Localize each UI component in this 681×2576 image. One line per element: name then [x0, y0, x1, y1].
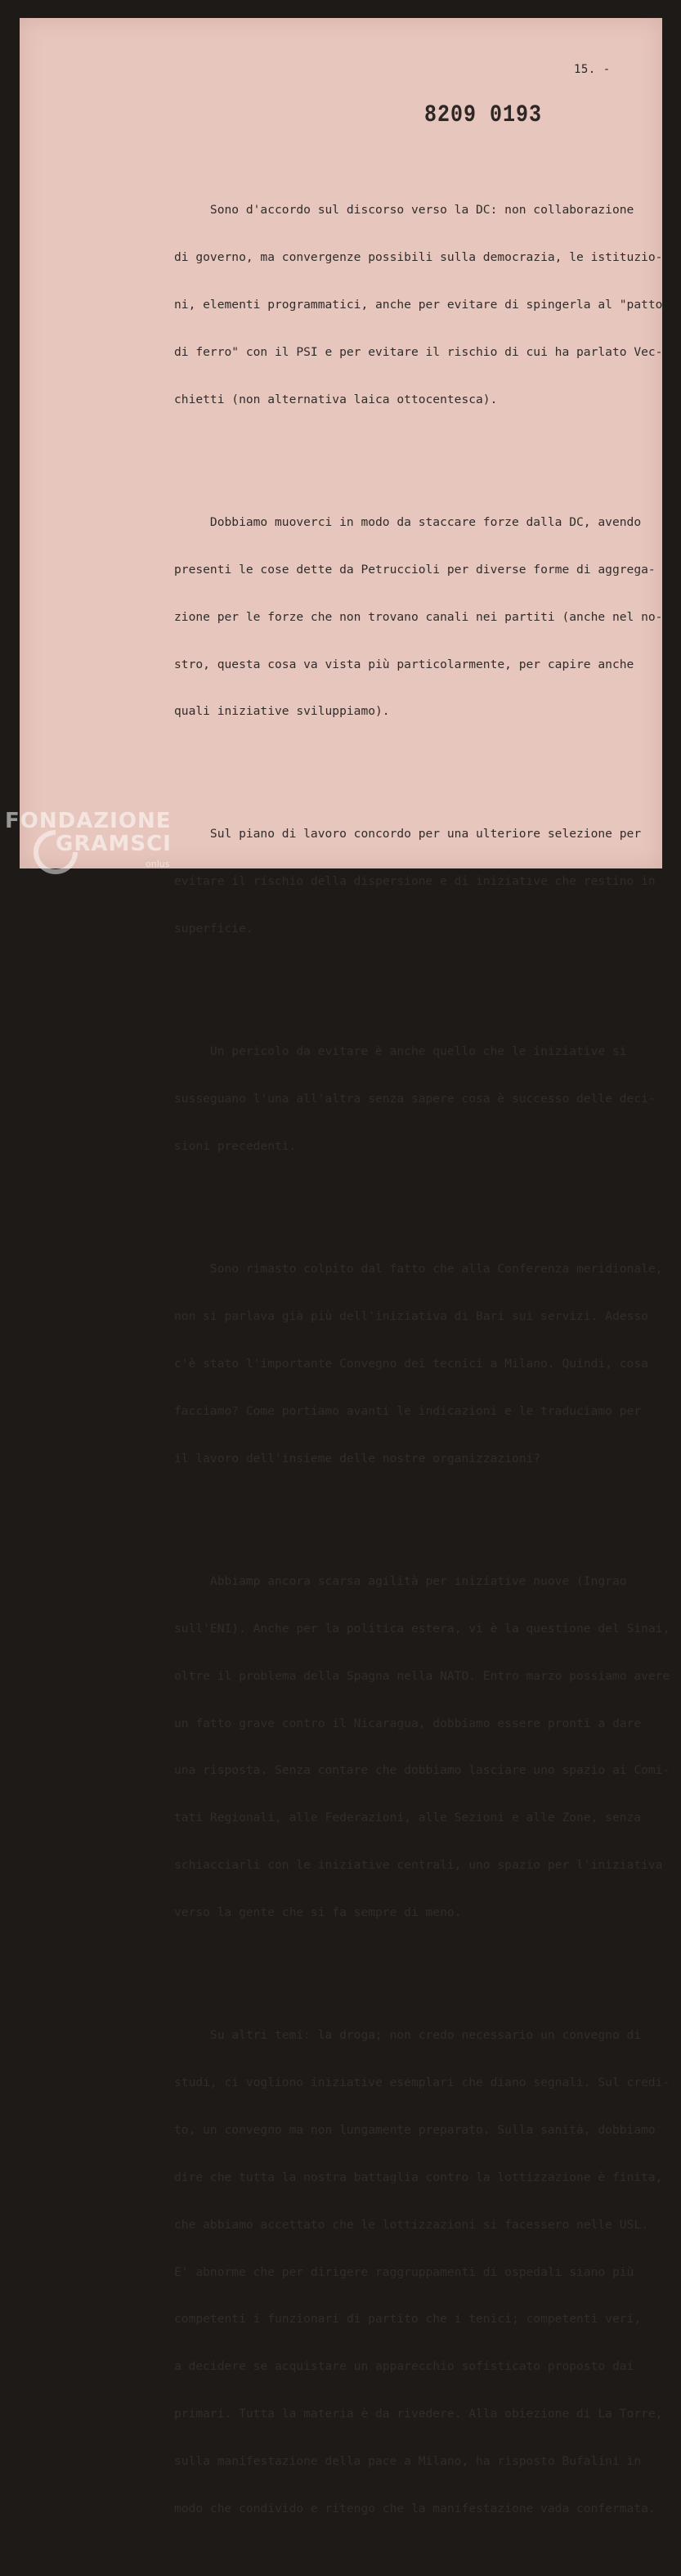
- text-line: Sul piano di lavoro concordo per una ulteriore selezione per: [174, 827, 642, 841]
- gramsci-logo-icon: [31, 828, 80, 877]
- text-line: tati Regionali, alle Federazioni, alle Sezioni e alle Zone, senza: [174, 1811, 642, 1825]
- text-line: verso la gente che si fa sempre di meno.: [174, 1905, 462, 1920]
- text-line: competenti i funzionari di partito che i tenici; competenti veri,: [174, 2312, 642, 2327]
- text-line: to, un convegno ma non lungamente preparato. Sulla sanità, dobbiamo: [174, 2122, 656, 2137]
- watermark-line2: GRAMSCI: [56, 832, 172, 856]
- watermark-suffix: onlus: [146, 859, 170, 869]
- paragraph: [174, 1542, 670, 1952]
- text-line: a decidere se acquistare un apparecchio sofisticato proposto dai: [174, 2359, 634, 2374]
- text-line: di governo, ma convergenze possibili sulla democrazia, le istituzio-: [174, 250, 663, 265]
- text-line: sioni precedenti.: [174, 1139, 297, 1154]
- text-line: quali iniziative sviluppiamo).: [174, 704, 390, 719]
- text-line: chietti (non alternativa laica ottocentesca).: [174, 392, 498, 406]
- text-line: schiacciarli con le iniziative centrali, uno spazio per l'iniziativa: [174, 1858, 663, 1873]
- text-line: dire che tutta la nostra battaglia contro la lottizzazione è finita,: [174, 2170, 663, 2184]
- text-line: susseguano l'una all'altra senza sapere cosa è successo delle deci-: [174, 1092, 656, 1106]
- text-line: presenti le cose dette da Petruccioli per diverse forme di aggrega-: [174, 562, 656, 577]
- watermark-line1: FONDAZIONE: [5, 809, 172, 833]
- paragraph: [174, 1996, 670, 2548]
- text-line: un fatto grave contro il Nicaragua, dobbiamo essere pronti a dare: [174, 1716, 642, 1730]
- text-line: sulla manifestazione della pace a Milano, ha risposto Bufalini in: [174, 2454, 642, 2469]
- text-line: di ferro" con il PSI e per evitare il rischio di cui ha parlato Vec-: [174, 344, 663, 359]
- text-line: superficie.: [174, 922, 253, 936]
- text-line: oltre il problema della Spagna nella NATO. Entro marzo possiamo avere: [174, 1668, 670, 1683]
- text-line: ni, elementi programmatici, anche per evitare di spingerla al "patto: [174, 297, 663, 312]
- paragraph: [174, 171, 670, 439]
- text-line: Un pericolo da evitare è anche quello che le iniziative si: [174, 1044, 627, 1059]
- paragraph: [174, 1012, 670, 1186]
- text-line: studi, ci vogliono iniziative esemplari che diano segnali. Sul credi-: [174, 2076, 670, 2090]
- text-line: modo che condivido e ritengo che la manifestazione vada confermata.: [174, 2502, 656, 2516]
- paragraph: [174, 795, 670, 968]
- text-line: Su altri temi: la droga; non credo necessario un convegno di: [174, 2028, 642, 2043]
- text-line: non si parlava già più dell'iniziativa di Bari sui servizi. Adesso: [174, 1309, 648, 1324]
- text-line: primari. Tutta la materia è da rivedere. Alla obiezione di La Torre,: [174, 2407, 663, 2421]
- paragraph: [174, 482, 670, 751]
- archive-stamp: 8209 0193: [424, 101, 543, 129]
- text-line: una risposta. Senza contare che dobbiamo lasciare uno spazio ai Comi-: [174, 1763, 670, 1778]
- text-line: Dobbiamo muoverci in modo da staccare forze dalla DC, avendo: [174, 514, 642, 529]
- text-line: sull'ENI). Anche per la politica estera, vi è la questione del Sinai,: [174, 1621, 670, 1636]
- text-line: Sono d'accordo sul discorso verso la DC: non collaborazione: [174, 203, 634, 218]
- text-line: c'è stato l'importante Convegno dei tecnici a Milano. Quindi, cosa: [174, 1356, 648, 1371]
- text-line: zione per le forze che non trovano canali nei partiti (anche nel no-: [174, 609, 663, 624]
- body-text: [174, 139, 670, 2576]
- text-line: Abbiamp ancora scarsa agilità per iniziative nuove (Ingrao: [174, 1573, 627, 1588]
- watermark: [5, 809, 172, 869]
- text-line: il lavoro dell'insieme delle nostre organizzazioni?: [174, 1451, 541, 1465]
- page-number: 15. -: [574, 63, 611, 76]
- text-line: stro, questa cosa va vista più particolarmente, per capire anche: [174, 657, 634, 671]
- text-line: che abbiamo accettato che le lottizzazioni si facessero nelle USL.: [174, 2217, 648, 2232]
- text-line: facciamo? Come portiamo avanti le indicazioni e le traduciamo per: [174, 1403, 642, 1418]
- paragraph: [174, 1230, 670, 1498]
- text-line: evitare il rischio della dispersione e di iniziative che restino in: [174, 874, 656, 889]
- text-line: Sono rimasto colpito dal fatto che alla Conferenza meridionale,: [174, 1262, 663, 1277]
- text-line: E' abnorme che per dirigere raggruppamenti di ospedali siano più: [174, 2264, 634, 2279]
